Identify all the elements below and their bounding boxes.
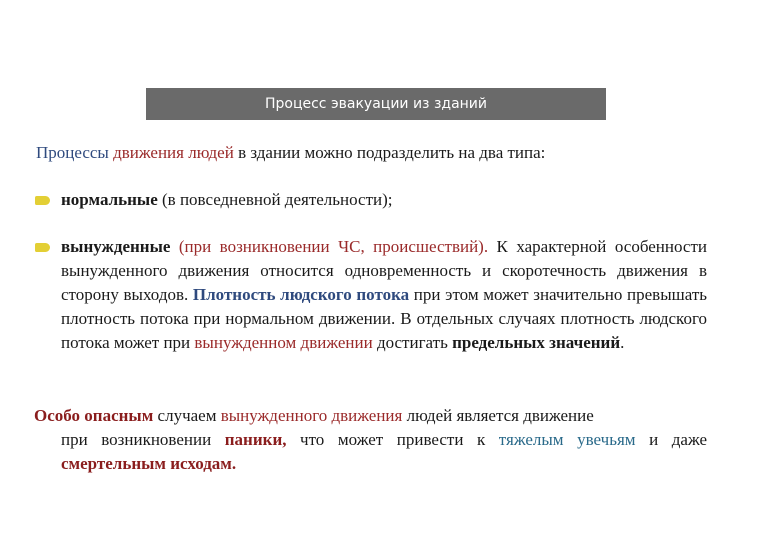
panic-t7: что может привести к [286, 430, 499, 449]
density-term: Плотность людского потока [192, 285, 410, 304]
bullet-forced-term: вынужденные [61, 237, 171, 256]
bullet-forced-t2: при этом может значительно превышать плотность потока при нормальном движении. В отдельных случаях плотность людского потока может при [61, 285, 707, 352]
panic-line-1 [34, 404, 707, 428]
especially-dangerous-term: Особо опасным [34, 406, 154, 425]
panic-t2: случаем [153, 406, 221, 425]
intro-paragraph [36, 141, 726, 165]
fatal-outcomes-term: смертельным исходам. [61, 454, 237, 473]
intro-highlight: движения людей [113, 143, 234, 162]
panic-t5: при возникновении [61, 430, 225, 449]
forced-movement-term: вынужденном движении [194, 333, 373, 352]
bullet-forced-t4: . [620, 333, 625, 352]
panic-line-rest [34, 428, 707, 476]
bullet-normal [35, 188, 707, 212]
bullet-normal-desc: (в повседневной деятельности); [157, 190, 393, 209]
panic-term: паники, [224, 430, 287, 449]
injuries-term: тяжелым увечьям [498, 430, 636, 449]
bullet-normal-term: нормальные [61, 190, 158, 209]
bullet-forced-t1: К характерной особенности вынужденного движения относится одновременность и скоротечность движения в сторону выходов. [61, 237, 707, 304]
bullet-marker-icon [35, 196, 50, 205]
limit-values-term: предельных значений [452, 333, 621, 352]
panic-t4: людей является движение [402, 406, 594, 425]
panic-paragraph [34, 404, 707, 476]
intro-text-end: в здании можно подразделить на два типа: [233, 143, 546, 162]
bullet-forced-text [35, 235, 707, 355]
intro-text-start: Процессы [36, 143, 114, 162]
bullet-forced-t3: достигать [372, 333, 453, 352]
bullet-marker-icon [35, 243, 50, 252]
bullet-forced [35, 235, 707, 355]
bullet-normal-text [35, 188, 707, 212]
bullet-forced-paren: (при возникновении ЧС, происшествий). [170, 237, 489, 256]
slide-title: Процесс эвакуации из зданий [146, 88, 606, 120]
panic-forced-term: вынужденного движения [220, 406, 403, 425]
panic-t9: и даже [635, 430, 708, 449]
